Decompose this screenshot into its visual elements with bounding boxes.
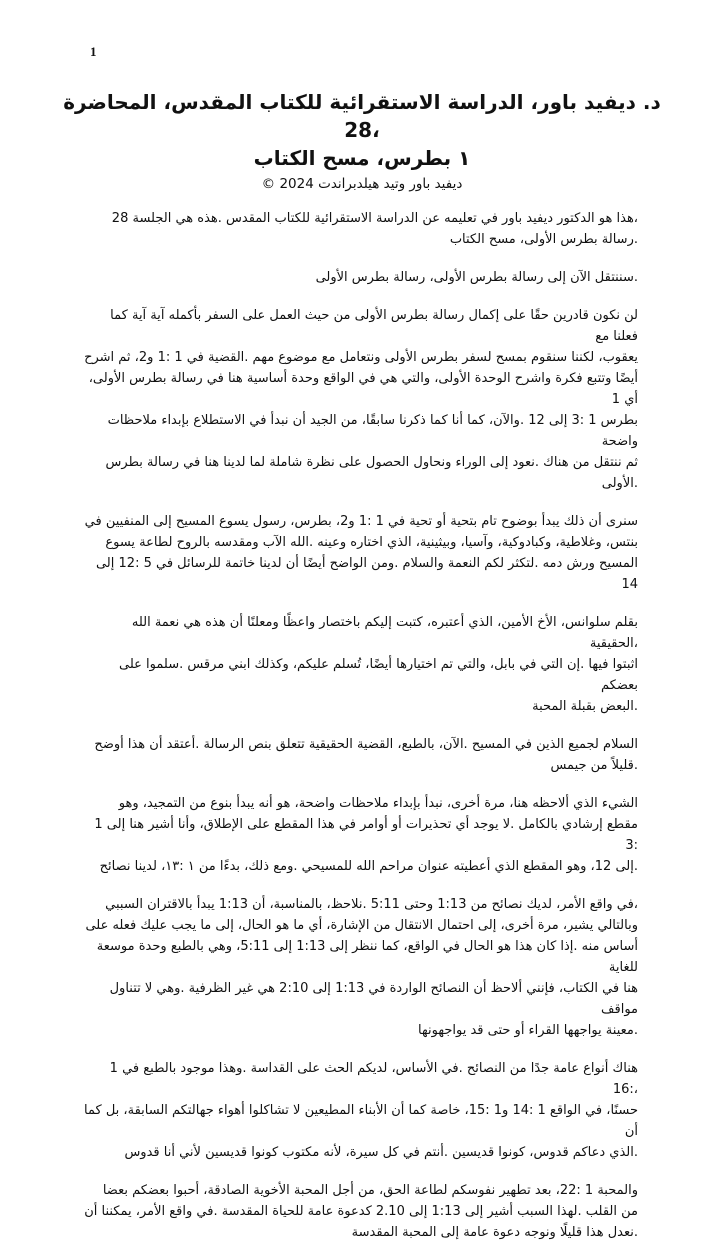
paragraph <box>82 267 638 288</box>
text-line: بطرس 1 :3 إلى 12 .والآن، كما أنا كما ذكرنا سابقًا، من الجيد أن نبدأ في الاستطلاع بإبداء ملاحظات واضحة <box>107 413 638 449</box>
text-line: في واقع الأمر، لديك نصائح من 1:13 وحتى 5:11 .نلاحظ، بالمناسبة، أن 1:13 يبدأ بالاقتران السببي، <box>105 897 638 912</box>
text-line: اثبتوا فيها .إن التي في بابل، والتي تم اختيارها أيضًا، تُسلم عليكم، وكذلك ابني مرقس .سلموا على بعضكم <box>119 657 638 693</box>
text-line: معينة يواجهها القراء أو حتى قد يواجهونها. <box>418 1023 638 1038</box>
text-line: نعدل هذا قليلًا ونوجه دعوة عامة إلى المحبة المقدسة. <box>351 1225 638 1240</box>
document-body <box>82 208 638 1243</box>
text-line: البعض بقبلة المحبة. <box>532 699 638 714</box>
text-line: حسنًا، في الواقع 1 :14 و1 :15، خاصة كما أن الأبناء المطيعين لا تشاكلوا أهواء جهالتكم السابقة، بل كما أن <box>84 1103 638 1139</box>
text-line: أيضًا وتتبع فكرة واشرح الوحدة الأولى، والتي هي في الواقع وحدة أساسية هنا في رسالة بطرس الأولى، أي 1 <box>88 371 638 407</box>
page-number: 1 <box>90 44 97 59</box>
text-line: لن نكون قادرين حقًا على إكمال رسالة بطرس الأولى من حيث العمل على السفر بأكمله آية آية كما فعلنا مع <box>110 308 638 344</box>
text-line: سنرى أن ذلك يبدأ بوضوح تام بتحية أو تحية في 1 :1 و2، بطرس، رسول يسوع المسيح إلى المنفيين في <box>84 514 638 529</box>
text-line: سننتقل الآن إلى رسالة بطرس الأولى، رسالة بطرس الأولى. <box>315 270 638 285</box>
text-line: بقلم سلوانس، الأخ الأمين، الذي أعتبره، كتبت إليكم باختصار واعظًا ومعلنًا أن هذه هي نعمة الله الحقيقية، <box>131 615 638 651</box>
paragraph <box>82 208 638 250</box>
text-line: ثم ننتقل من هناك .نعود إلى الوراء ونحاول الحصول على نظرة شاملة لما لدينا هنا في رسالة بطرس الأولى. <box>105 455 638 491</box>
text-line: السلام لجميع الذين في المسيح .الآن، بالطبع، القضية الحقيقية تتعلق بنص الرسالة .أعتقد أن هذا أوضح <box>94 737 638 752</box>
paragraph <box>82 894 638 1041</box>
paragraph <box>82 305 638 494</box>
text-line: يعقوب، لكننا سنقوم بمسح لسفر بطرس الأولى ونتعامل مع موضوع مهم .القضية في 1 :1 و2، ثم اشرح <box>84 350 638 365</box>
copyright-subtitle: © ديفيد باور وتيد هيلدبراندت 2024 <box>261 176 463 192</box>
text-line: رسالة بطرس الأولى، مسح الكتاب. <box>449 232 638 247</box>
text-line: من القلب .لهذا السبب أشير إلى 1:13 إلى 2.10 كدعوة عامة للحياة المقدسة .في واقع الأمر، يمكننا أن <box>84 1204 638 1219</box>
text-line: الشيء الذي ألاحظه هنا، مرة أخرى، نبدأ بإبداء ملاحظات واضحة، هو أنه يبدأ بنوع من التمجيد، وهو <box>118 796 638 811</box>
text-line: وبالتالي يشير، مرة أخرى، إلى احتمال الانتقال من الإشارة، أي ما هو الحال، إلى ما يجب عليك فعله على <box>85 918 638 933</box>
text-line: أساس منه .إذا كان هذا هو الحال في الواقع، كما ننظر إلى 1:13 إلى 5:11، وهي بالطبع وحدة موسعة للغاية <box>96 939 638 975</box>
text-line: قليلاً من جيمس. <box>550 758 638 773</box>
title-line-1: د. ديفيد باور، الدراسة الاستقرائية للكتاب المقدس، المحاضرة 28، <box>63 90 661 142</box>
text-line: والمحبة 1 :22، بعد تطهير نفوسكم لطاعة الحق، من أجل المحبة الأخوية الصادقة، أحبوا بعضكم بعضا <box>102 1183 638 1198</box>
paragraph <box>82 734 638 776</box>
paragraph <box>82 1180 638 1243</box>
text-line: الذي دعاكم قدوس، كونوا قديسين .أنتم في كل سيرة، لأنه مكتوب كونوا قديسين لأني أنا قدوس. <box>124 1145 638 1160</box>
paragraph <box>82 511 638 595</box>
title-line-2: ١ بطرس، مسح الكتاب <box>253 146 471 170</box>
text-line: هنا في الكتاب، فإنني ألاحظ أن النصائح الواردة في 1:13 إلى 2:10 هي غير الظرفية .وهي لا تتناول مواقف <box>109 981 638 1017</box>
paragraph <box>82 1058 638 1163</box>
paragraph <box>82 612 638 717</box>
text-line: مقطع إرشادي بالكامل .لا يوجد أي تحذيرات أو أوامر في هذا المقطع على الإطلاق، وأنا أشير هنا إلى 1 :3 <box>94 817 638 853</box>
text-line: إلى 12، وهو المقطع الذي أعطيته عنوان مراحم الله للمسيحي .ومع ذلك، بدءًا من ١ :١٣، لدينا نصائح. <box>99 859 638 874</box>
text-line: هذا هو الدكتور ديفيد باور في تعليمه عن الدراسة الاستقرائية للكتاب المقدس .هذه هي الجلسة 28، <box>111 211 638 226</box>
text-line: بنتس، وغلاطية، وكبادوكية، وآسيا، وبيثينية، الذي اختاره وعينه .الله الآب ومقدسه بالروح لطاعة يسوع <box>105 535 638 550</box>
paragraph <box>82 793 638 877</box>
document-header <box>52 88 672 196</box>
text-line: هناك أنواع عامة جدًا من النصائح .في الأساس، لديكم الحث على القداسة .وهذا موجود بالطبع في 1 :16، <box>109 1061 638 1097</box>
text-line: المسيح ورش دمه .لتكثر لكم النعمة والسلام .ومن الواضح أيضًا أن لدينا خاتمة للرسائل في 5 :12 إلى 14 <box>95 556 638 592</box>
